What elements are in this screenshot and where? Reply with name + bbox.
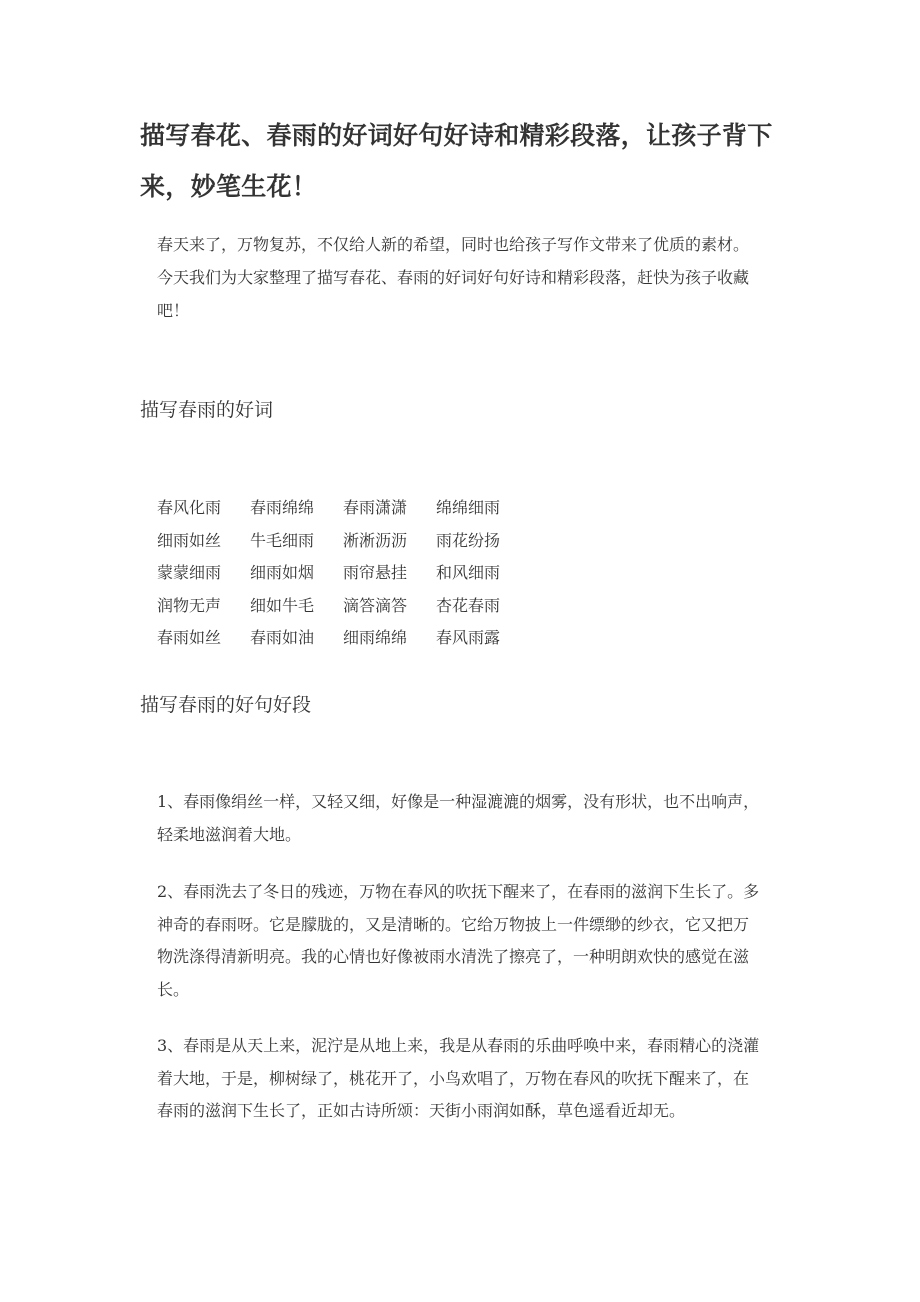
word-item: 淅淅沥沥: [343, 530, 408, 550]
section-heading-words: 描写春雨的好词: [140, 399, 274, 421]
word-item: 雨帘悬挂: [343, 563, 408, 582]
word-item: 杏花春雨: [436, 595, 501, 615]
word-item: 春雨如丝: [157, 628, 222, 647]
word-item: 牛毛细雨: [250, 530, 315, 550]
word-item: 细雨如烟: [250, 563, 315, 582]
article-title: 描写春花、春雨的好词好句好诗和精彩段落，让孩子背下来，妙笔生花！: [140, 121, 773, 201]
word-item: 和风细雨: [436, 563, 501, 582]
word-item: 雨花纷扬: [436, 530, 501, 550]
word-item: 蒙蒙细雨: [157, 563, 222, 582]
word-item: 春雨如油: [250, 628, 315, 647]
word-item: 春风雨露: [436, 628, 501, 647]
word-item: 春雨潇潇: [343, 498, 408, 517]
sentence-paragraph-1: 1、春雨像绢丝一样，又轻又细，好像是一种湿漉漉的烟雾，没有形状，也不出响声，轻柔地滋润着大地。: [157, 792, 760, 844]
word-item: 绵绵细雨: [436, 498, 501, 517]
word-item: 春风化雨: [157, 498, 222, 517]
word-list: [157, 492, 529, 655]
section-heading-sentences: 描写春雨的好句好段: [140, 694, 312, 716]
intro-paragraph: 春天来了，万物复苏，不仅给人新的希望，同时也给孩子写作文带来了优质的素材。今天我们为大家整理了描写春花、春雨的好词好句好诗和精彩段落，赶快为孩子收藏吧！: [157, 235, 750, 320]
word-item: 细雨绵绵: [343, 628, 408, 647]
sentence-paragraph-2: 2、春雨洗去了冬日的残迹，万物在春风的吹抚下醒来了，在春雨的滋润下生长了。多神奇的春雨呀。它是朦胧的，又是清晰的。它给万物披上一件缥缈的纱衣，它又把万物洗涤得清新明亮。我的心情也好像被雨水清洗了擦亮了，一种明朗欢快的感觉在滋长。: [157, 882, 760, 999]
sentence-paragraph-3: 3、春雨是从天上来，泥泞是从地上来，我是从春雨的乐曲呼唤中来，春雨精心的浇灌着大地，于是，柳树绿了，桃花开了，小鸟欢唱了，万物在春风的吹抚下醒来了，在春雨的滋润下生长了，正如古诗所颂：天街小雨润如酥，草色遥看近却无。: [157, 1036, 760, 1120]
word-item: 春雨绵绵: [250, 498, 315, 517]
word-item: 滴答滴答: [343, 595, 408, 615]
word-item: 细如牛毛: [250, 595, 315, 615]
word-item: 细雨如丝: [157, 530, 222, 550]
word-item: 润物无声: [157, 595, 222, 615]
